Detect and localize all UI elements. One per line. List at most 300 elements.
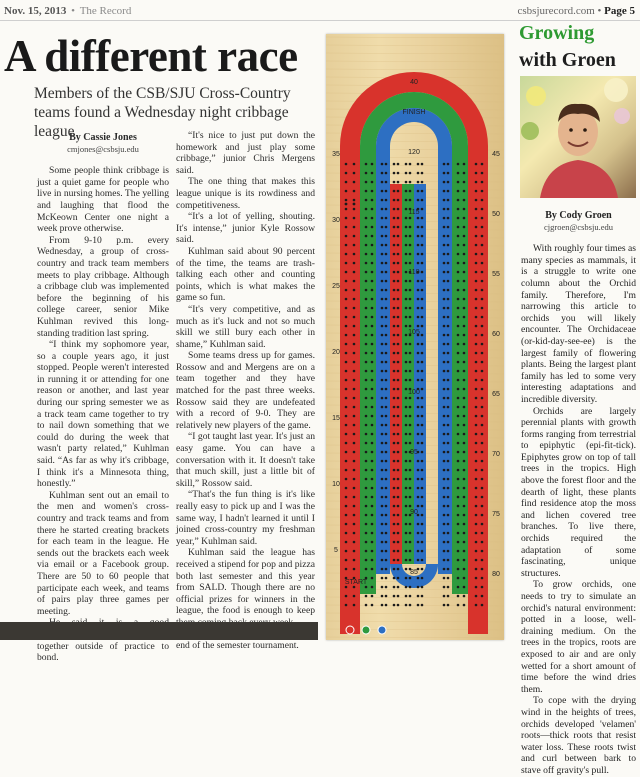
peg-hole bbox=[421, 262, 424, 265]
peg-hole bbox=[365, 559, 368, 562]
peg-hole bbox=[409, 532, 412, 535]
peg-hole bbox=[385, 253, 388, 256]
peg-hole bbox=[443, 199, 446, 202]
peg-hole bbox=[365, 172, 368, 175]
sidebar-title bbox=[519, 22, 616, 72]
peg-hole bbox=[447, 478, 450, 481]
peg-hole bbox=[365, 505, 368, 508]
peg-hole bbox=[447, 586, 450, 589]
peg-hole bbox=[345, 433, 348, 436]
peg-hole bbox=[365, 388, 368, 391]
peg-hole bbox=[397, 280, 400, 283]
peg-hole bbox=[475, 298, 478, 301]
peg-hole bbox=[481, 577, 484, 580]
peg-hole bbox=[371, 604, 374, 607]
peg-hole bbox=[417, 226, 420, 229]
peg-hole bbox=[385, 235, 388, 238]
peg-hole bbox=[481, 442, 484, 445]
article-email[interactable]: cmjones@csbsju.edu bbox=[67, 143, 139, 154]
peg-hole bbox=[475, 190, 478, 193]
peg-hole bbox=[371, 379, 374, 382]
peg-hole bbox=[421, 460, 424, 463]
peg-hole bbox=[409, 406, 412, 409]
peg-hole bbox=[381, 343, 384, 346]
peg-hole bbox=[405, 505, 408, 508]
peg-hole bbox=[409, 307, 412, 310]
peg-hole bbox=[405, 604, 408, 607]
peg-hole bbox=[385, 190, 388, 193]
peg-hole bbox=[405, 550, 408, 553]
peg-hole bbox=[457, 541, 460, 544]
peg-hole bbox=[397, 217, 400, 220]
paragraph: Kuhlman said about 90 percent of the time, the teams are trash-talking each other and counting points, which is what makes the game so fun. bbox=[176, 245, 315, 304]
peg-hole bbox=[345, 235, 348, 238]
peg-hole bbox=[365, 397, 368, 400]
peg-hole bbox=[381, 217, 384, 220]
peg-hole bbox=[381, 163, 384, 166]
peg-hole bbox=[481, 433, 484, 436]
peg-hole bbox=[447, 397, 450, 400]
peg-hole bbox=[371, 226, 374, 229]
headline: A different race bbox=[4, 31, 298, 81]
peg-hole bbox=[421, 217, 424, 220]
peg-hole bbox=[463, 325, 466, 328]
peg-hole bbox=[393, 442, 396, 445]
peg-hole bbox=[365, 181, 368, 184]
peg-hole bbox=[481, 595, 484, 598]
peg-hole bbox=[475, 253, 478, 256]
peg-hole bbox=[397, 352, 400, 355]
peg-hole bbox=[475, 289, 478, 292]
peg-hole bbox=[405, 568, 408, 571]
peg-hole bbox=[385, 325, 388, 328]
peg-hole bbox=[481, 307, 484, 310]
peg-hole bbox=[409, 496, 412, 499]
peg-hole bbox=[443, 451, 446, 454]
peg-hole bbox=[381, 397, 384, 400]
peg-hole bbox=[381, 262, 384, 265]
peg-hole bbox=[421, 181, 424, 184]
peg-hole bbox=[443, 433, 446, 436]
peg-hole bbox=[481, 235, 484, 238]
peg-hole bbox=[365, 415, 368, 418]
peg-hole bbox=[443, 604, 446, 607]
peg-hole bbox=[447, 325, 450, 328]
peg-hole bbox=[463, 181, 466, 184]
peg-hole bbox=[457, 415, 460, 418]
peg-hole bbox=[457, 208, 460, 211]
peg-hole bbox=[447, 262, 450, 265]
peg-hole bbox=[393, 235, 396, 238]
article-column-2 bbox=[176, 130, 315, 652]
peg-hole bbox=[421, 451, 424, 454]
peg-hole bbox=[371, 244, 374, 247]
peg-hole bbox=[345, 388, 348, 391]
peg-hole bbox=[447, 532, 450, 535]
peg-hole bbox=[385, 208, 388, 211]
peg-hole bbox=[397, 604, 400, 607]
peg-hole bbox=[421, 604, 424, 607]
peg-hole bbox=[443, 415, 446, 418]
peg-hole bbox=[417, 307, 420, 310]
peg-hole bbox=[421, 523, 424, 526]
peg-hole bbox=[397, 415, 400, 418]
peg-hole bbox=[371, 235, 374, 238]
paragraph: “I think my sophomore year, so a couple years ago, it just stopped. People weren't interested in running it or attending for one reason or another, and last year during our spring semester we as a track team came together to try to nail down something that we could do during the week that wasn't party related,” Kuhlman said. “As far as why it's cribbage, I think it's a Minnesota thing, honestly.” bbox=[37, 339, 169, 490]
peg-hole bbox=[381, 604, 384, 607]
peg-hole bbox=[457, 343, 460, 346]
peg-hole bbox=[443, 262, 446, 265]
peg-hole bbox=[409, 424, 412, 427]
peg-hole bbox=[457, 559, 460, 562]
peg-hole bbox=[397, 505, 400, 508]
peg-hole bbox=[443, 316, 446, 319]
peg-hole bbox=[417, 343, 420, 346]
peg-hole bbox=[365, 532, 368, 535]
peg-hole bbox=[409, 253, 412, 256]
peg-hole bbox=[385, 424, 388, 427]
peg-hole bbox=[345, 559, 348, 562]
peg-hole bbox=[463, 469, 466, 472]
peg-hole bbox=[371, 325, 374, 328]
peg-hole bbox=[345, 172, 348, 175]
peg-hole bbox=[405, 271, 408, 274]
peg-hole bbox=[417, 532, 420, 535]
peg-hole bbox=[443, 388, 446, 391]
peg-hole bbox=[417, 505, 420, 508]
peg-hole bbox=[381, 541, 384, 544]
sidebar-email[interactable]: cjgroen@csbsju.edu bbox=[544, 221, 613, 232]
peg-hole bbox=[409, 181, 412, 184]
peg-hole bbox=[417, 163, 420, 166]
peg-hole bbox=[381, 298, 384, 301]
peg-hole bbox=[443, 460, 446, 463]
peg-hole bbox=[385, 505, 388, 508]
header-rule bbox=[0, 20, 640, 21]
peg-hole bbox=[443, 298, 446, 301]
peg-hole bbox=[405, 253, 408, 256]
peg-hole bbox=[447, 487, 450, 490]
peg-hole bbox=[365, 424, 368, 427]
peg-hole bbox=[457, 298, 460, 301]
peg-hole bbox=[371, 532, 374, 535]
peg-hole bbox=[475, 181, 478, 184]
peg-hole bbox=[443, 325, 446, 328]
peg-hole bbox=[397, 190, 400, 193]
peg-hole bbox=[417, 217, 420, 220]
peg-hole bbox=[481, 505, 484, 508]
peg-hole bbox=[371, 370, 374, 373]
peg-hole bbox=[463, 532, 466, 535]
peg-hole bbox=[397, 469, 400, 472]
peg-hole bbox=[381, 442, 384, 445]
peg-hole bbox=[397, 370, 400, 373]
peg-hole bbox=[345, 406, 348, 409]
peg-hole bbox=[475, 280, 478, 283]
peg-hole bbox=[365, 352, 368, 355]
peg-hole bbox=[385, 523, 388, 526]
peg-hole bbox=[463, 568, 466, 571]
peg-hole bbox=[405, 577, 408, 580]
track-number: 120 bbox=[408, 149, 420, 156]
peg-hole bbox=[481, 181, 484, 184]
peg-hole bbox=[393, 307, 396, 310]
peg-hole bbox=[409, 226, 412, 229]
peg-hole bbox=[353, 586, 356, 589]
peg-hole bbox=[447, 406, 450, 409]
peg-hole bbox=[371, 307, 374, 310]
peg-hole bbox=[409, 298, 412, 301]
peg-hole bbox=[481, 406, 484, 409]
peg-hole bbox=[397, 199, 400, 202]
peg-hole bbox=[385, 172, 388, 175]
peg-hole bbox=[365, 541, 368, 544]
peg-hole bbox=[409, 559, 412, 562]
peg-hole bbox=[463, 433, 466, 436]
peg-hole bbox=[345, 451, 348, 454]
peg-hole bbox=[345, 496, 348, 499]
peg-hole bbox=[443, 307, 446, 310]
peg-hole bbox=[371, 433, 374, 436]
track-number: 35 bbox=[332, 151, 340, 158]
peg-hole bbox=[381, 451, 384, 454]
peg-hole bbox=[381, 568, 384, 571]
peg-hole bbox=[365, 343, 368, 346]
peg-hole bbox=[417, 280, 420, 283]
peg-hole bbox=[475, 370, 478, 373]
peg-hole bbox=[385, 433, 388, 436]
peg-hole bbox=[409, 379, 412, 382]
peg-hole bbox=[417, 316, 420, 319]
peg-hole bbox=[405, 235, 408, 238]
peg-hole bbox=[385, 514, 388, 517]
peg-hole bbox=[397, 577, 400, 580]
peg-hole bbox=[481, 352, 484, 355]
peg-hole bbox=[475, 397, 478, 400]
peg-hole bbox=[353, 181, 356, 184]
peg-hole bbox=[417, 550, 420, 553]
peg-hole bbox=[353, 325, 356, 328]
peg-hole bbox=[381, 478, 384, 481]
peg-hole bbox=[405, 523, 408, 526]
peg-hole bbox=[381, 433, 384, 436]
peg-hole bbox=[421, 577, 424, 580]
peg-hole bbox=[447, 433, 450, 436]
peg-hole bbox=[381, 523, 384, 526]
peg-hole bbox=[457, 379, 460, 382]
peg-hole bbox=[447, 190, 450, 193]
peg-hole bbox=[481, 415, 484, 418]
peg-hole bbox=[405, 541, 408, 544]
peg-hole bbox=[385, 487, 388, 490]
peg-hole bbox=[463, 577, 466, 580]
peg-hole bbox=[393, 316, 396, 319]
peg-hole bbox=[457, 172, 460, 175]
site-url[interactable]: csbsjurecord.com bbox=[517, 5, 595, 17]
peg-hole bbox=[353, 406, 356, 409]
peg-hole bbox=[481, 586, 484, 589]
peg-hole bbox=[457, 325, 460, 328]
peg-hole bbox=[417, 487, 420, 490]
peg-hole bbox=[393, 253, 396, 256]
peg-hole bbox=[365, 595, 368, 598]
peg-hole bbox=[475, 577, 478, 580]
peg-hole bbox=[371, 208, 374, 211]
peg-hole bbox=[443, 397, 446, 400]
peg-hole bbox=[409, 442, 412, 445]
peg-hole bbox=[409, 550, 412, 553]
peg-hole bbox=[371, 334, 374, 337]
track-number: 55 bbox=[492, 271, 500, 278]
peg-hole bbox=[481, 478, 484, 481]
peg-hole bbox=[405, 370, 408, 373]
peg-hole bbox=[421, 469, 424, 472]
peg-hole bbox=[447, 505, 450, 508]
peg-hole bbox=[457, 235, 460, 238]
peg-hole bbox=[447, 595, 450, 598]
peg-hole bbox=[345, 541, 348, 544]
peg-hole bbox=[443, 352, 446, 355]
peg-hole bbox=[405, 397, 408, 400]
peg-hole bbox=[421, 199, 424, 202]
peg-hole bbox=[381, 505, 384, 508]
peg-hole bbox=[417, 352, 420, 355]
peg-hole bbox=[371, 586, 374, 589]
peg-hole bbox=[371, 523, 374, 526]
peg-hole bbox=[385, 226, 388, 229]
peg-hole bbox=[443, 577, 446, 580]
peg-hole bbox=[385, 568, 388, 571]
peg-hole bbox=[397, 208, 400, 211]
peg-hole bbox=[457, 280, 460, 283]
track-number: 50 bbox=[492, 211, 500, 218]
peg-hole bbox=[393, 604, 396, 607]
peg-hole bbox=[397, 541, 400, 544]
peg-hole bbox=[421, 280, 424, 283]
peg-hole bbox=[417, 433, 420, 436]
peg-hole bbox=[463, 361, 466, 364]
peg-hole bbox=[365, 280, 368, 283]
peg-hole bbox=[421, 532, 424, 535]
peg-hole bbox=[397, 307, 400, 310]
peg-hole bbox=[447, 298, 450, 301]
paragraph: “It's very competitive, and as much as it's luck and not so much skill we still bury each other in shame,” Kuhlman said. bbox=[176, 303, 315, 350]
peg-hole bbox=[457, 388, 460, 391]
peg-hole bbox=[481, 523, 484, 526]
peg-hole bbox=[371, 217, 374, 220]
peg-hole bbox=[345, 190, 348, 193]
peg-hole bbox=[397, 316, 400, 319]
peg-hole bbox=[421, 424, 424, 427]
peg-hole bbox=[475, 199, 478, 202]
peg-hole bbox=[365, 208, 368, 211]
peg-hole bbox=[447, 172, 450, 175]
peg-hole bbox=[475, 433, 478, 436]
peg-hole bbox=[371, 190, 374, 193]
peg-hole bbox=[385, 388, 388, 391]
track-number: 105 bbox=[408, 329, 420, 336]
peg-hole bbox=[463, 163, 466, 166]
peg-hole bbox=[443, 550, 446, 553]
peg-hole bbox=[365, 244, 368, 247]
peg-hole bbox=[447, 469, 450, 472]
peg-hole bbox=[353, 496, 356, 499]
peg-hole bbox=[397, 244, 400, 247]
peg-hole bbox=[421, 442, 424, 445]
peg-hole bbox=[393, 424, 396, 427]
peg-hole bbox=[381, 352, 384, 355]
peg-hole bbox=[417, 478, 420, 481]
peg-hole bbox=[463, 307, 466, 310]
inner-red-track bbox=[390, 184, 402, 564]
peg-hole bbox=[353, 334, 356, 337]
start-label: START bbox=[344, 579, 368, 586]
peg-hole bbox=[353, 289, 356, 292]
peg-hole bbox=[457, 406, 460, 409]
paragraph: end of the semester tournament. bbox=[176, 640, 299, 652]
peg-hole bbox=[481, 469, 484, 472]
peg-hole bbox=[417, 496, 420, 499]
peg-hole bbox=[463, 235, 466, 238]
peg-hole bbox=[457, 451, 460, 454]
peg-hole bbox=[421, 235, 424, 238]
peg-hole bbox=[463, 244, 466, 247]
peg-hole bbox=[353, 550, 356, 553]
peg-hole bbox=[463, 370, 466, 373]
finish-label: FINISH bbox=[402, 109, 426, 116]
peg-hole bbox=[443, 514, 446, 517]
peg-hole bbox=[345, 352, 348, 355]
peg-hole bbox=[353, 244, 356, 247]
peg-hole bbox=[443, 559, 446, 562]
peg-hole bbox=[353, 316, 356, 319]
peg-hole bbox=[417, 199, 420, 202]
peg-hole bbox=[421, 361, 424, 364]
peg-hole bbox=[443, 586, 446, 589]
peg-hole bbox=[475, 451, 478, 454]
peg-hole bbox=[443, 217, 446, 220]
peg-hole bbox=[397, 559, 400, 562]
peg-hole bbox=[385, 379, 388, 382]
peg-hole bbox=[353, 370, 356, 373]
peg-hole bbox=[405, 325, 408, 328]
peg-hole bbox=[385, 478, 388, 481]
peg-hole bbox=[353, 559, 356, 562]
peg-hole bbox=[475, 406, 478, 409]
peg-hole bbox=[481, 496, 484, 499]
peg-hole bbox=[371, 343, 374, 346]
track-number: 75 bbox=[492, 511, 500, 518]
cribbage-board-illustration bbox=[326, 34, 504, 640]
peg-hole bbox=[353, 505, 356, 508]
paragraph: “It's a lot of yelling, shouting. It's intense,” junior Kyle Rossow said. bbox=[176, 211, 315, 246]
track-number: 95 bbox=[410, 449, 418, 456]
peg-hole bbox=[353, 388, 356, 391]
peg-hole bbox=[443, 496, 446, 499]
peg-hole bbox=[463, 352, 466, 355]
peg-hole bbox=[409, 487, 412, 490]
peg-hole bbox=[397, 460, 400, 463]
peg-hole bbox=[475, 172, 478, 175]
peg-hole bbox=[481, 316, 484, 319]
peg-hole bbox=[393, 208, 396, 211]
peg-hole bbox=[385, 586, 388, 589]
peg-hole bbox=[371, 514, 374, 517]
peg-hole bbox=[381, 370, 384, 373]
peg-hole bbox=[345, 424, 348, 427]
peg-hole bbox=[447, 388, 450, 391]
peg-hole bbox=[371, 298, 374, 301]
